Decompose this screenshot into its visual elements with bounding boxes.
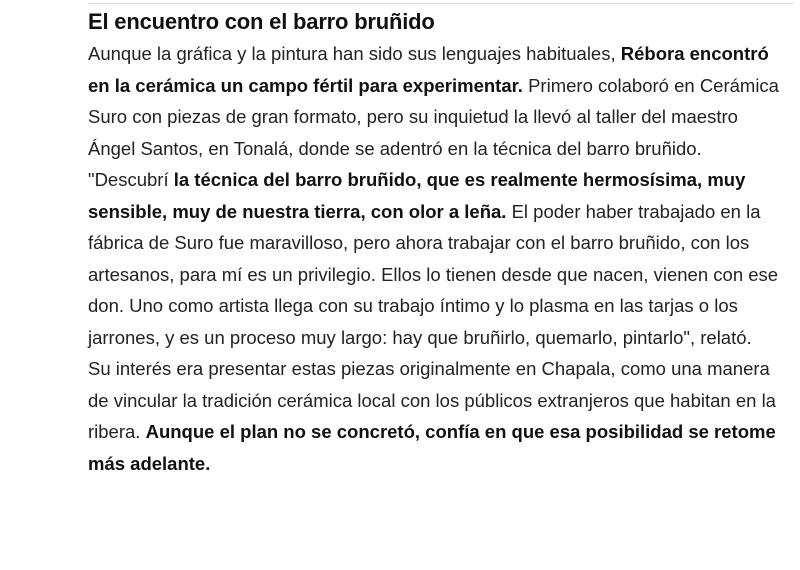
- paragraph-1-text: Aunque la gráfica y la pintura han sido sus lenguajes habituales,: [88, 43, 621, 64]
- paragraph-3-bold-text: Aunque el plan no se concretó, confía en que esa posibilidad se retome más adelante.: [88, 421, 776, 474]
- paragraph-2-bold-text: la técnica del barro bruñido, que es realmente hermosísima, muy sensible, muy de nuestra tierra, con olor a leña.: [88, 169, 746, 222]
- paragraph-2: [88, 164, 788, 353]
- article-section: [88, 6, 788, 479]
- paragraph-2-text-continued: El poder haber trabajado en la fábrica de Suro fue maravilloso, pero ahora trabajar con el barro bruñido, con los artesanos, para mí es un privilegio. Ellos lo tienen desde que nacen, vienen con ese don. Uno como artista llega con su trabajo íntimo y lo plasma en las tarjas o los jarrones, y es un proceso muy largo: hay que bruñirlo, quemarlo, pintarlo", relató.: [88, 200, 779, 348]
- paragraph-1-bold-text: Rébora encontró en la cerámica un campo fértil para experimentar.: [88, 43, 769, 96]
- paragraph-1-text-continued: Primero colaboró en Cerámica Suro con piezas de gran formato, pero su inquietud la llevó al taller del maestro Ángel Santos, en Tonalá, donde se adentró en la técnica del barro bruñido.: [88, 74, 779, 159]
- top-divider: [88, 3, 794, 4]
- section-heading: El encuentro con el barro bruñido: [88, 9, 435, 34]
- paragraph-1: [88, 38, 788, 164]
- paragraph-2-text: "Descubrí: [88, 169, 174, 190]
- paragraph-3: [88, 353, 788, 479]
- paragraph-3-text: Su interés era presentar estas piezas originalmente en Chapala, como una manera de vincular la tradición cerámica local con los públicos extranjeros que habitan en la ribera.: [88, 358, 776, 442]
